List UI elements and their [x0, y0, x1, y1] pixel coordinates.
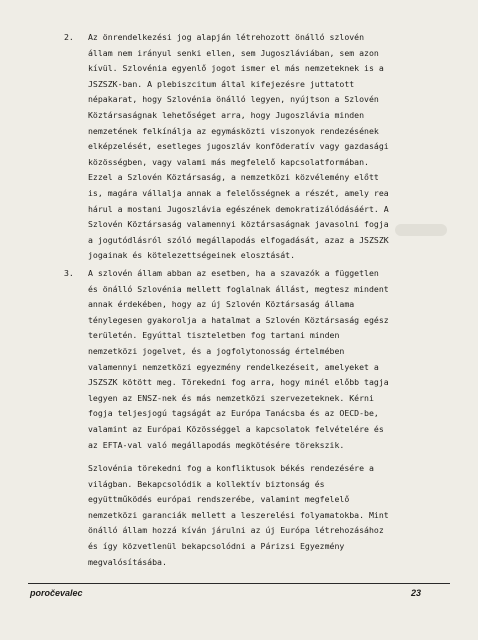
text-line: nemzetének felkínálja az egymásközti viszonyok rendezésének	[88, 125, 379, 136]
section-number: 3.	[64, 268, 74, 278]
text-line: valamennyi nemzetközi egyezmény rendelkezéseit, amelyeket a	[88, 361, 379, 372]
text-line: nemzetközi jogelvet, és a jogfolytonosság értelmében	[88, 346, 345, 356]
text-line: a jogutódlásról szóló megállapodás elfogadását, azaz a JSZSZK	[88, 234, 389, 245]
text-line: területén. Egyúttal tiszteletben fog tartani minden	[88, 330, 340, 341]
text-line: az EFTA-val való megállapodás megkötésére törekszik.	[88, 439, 345, 450]
text-line: állam nem irányul senki ellen, sem Jugoszláviában, sem azon	[88, 47, 379, 58]
text-line: népakarat, hogy Szlovénia önálló legyen, nyújtson a Szlovén	[88, 94, 379, 105]
text-line: és így közvetlenül bekapcsolódni a Párizsi Egyezmény	[88, 541, 345, 551]
text-line: hárul a mostani Jugoszlávia egészének demokratizálódásáért. A	[88, 203, 389, 214]
text-line: elképzelését, esetleges jugoszláv konföderatív vagy gazdasági	[88, 141, 389, 152]
page-number: 23	[411, 588, 422, 598]
text-line: Az önrendelkezési jog alapján létrehozott önálló szlovén	[88, 32, 365, 42]
text-line: nemzetközi garanciák mellett a leszerelési folyamatokba. Mint	[88, 509, 389, 520]
section-number: 2.	[64, 32, 74, 42]
text-line: Szlovénia törekedni fog a konfliktusok békés rendezésére a	[88, 463, 374, 473]
text-line: valamint az Európai Közösséggel a kapcsolatok felvételére és	[88, 424, 384, 434]
text-line: is, magára vállalja annak a felelősségnek a részét, amely rea	[88, 188, 389, 198]
text-line: ténylegesen gyakorolja a hatalmat a Szlovén Köztársaság egész	[88, 314, 389, 325]
text-line: együttműködés európai rendszerébe, valamint megfelelő	[88, 494, 350, 505]
text-line: legyen az ENSZ-nek és más nemzetközi szervezeteknek. Kérni	[88, 392, 374, 403]
text-line: A szlovén állam abban az esetben, ha a szavazók a független	[88, 268, 379, 278]
text-line: kívül. Szlovénia egyenlő jogot ismer el más nemzeteknek is a	[88, 63, 384, 74]
publication-name: poročevalec	[30, 588, 83, 598]
text-line: Szlovén Köztársaság valamennyi köztársaságnak javasolni fogja	[88, 219, 389, 230]
text-line: közösségben, vagy valami más megfelelő kapcsolatformában.	[88, 156, 369, 167]
text-line: annak érdekében, hogy az új Szlovén Köztársaság állama	[88, 299, 355, 310]
text-line: Ezzel a Szlovén Köztársaság, a nemzetközi közvélemény előtt	[88, 172, 379, 183]
text-line: jogainak és kötelezettségeinek elosztását.	[88, 250, 296, 261]
text-line: önálló állam hozzá kíván járulni az új Európa létrehozásához	[88, 525, 384, 536]
text-line: fogja teljesjogú tagságát az Európa Tanácsba és az OECD-be,	[88, 408, 379, 419]
text-line: és önálló Szlovénia mellett foglalnak állást, megtesz mindent	[88, 283, 389, 294]
text-line: JSZSZK-ban. A plebiszcitum által kifejezésre juttatott	[88, 78, 355, 89]
text-line: JSZSZK kötött meg. Törekedni fog arra, hogy minél előbb tagja	[88, 377, 389, 388]
text-line: világban. Bekapcsolódik a kollektív biztonság és	[88, 478, 325, 489]
footer-rule	[28, 583, 450, 584]
text-line: megvalósításába.	[88, 556, 167, 567]
text-line: Köztársaságnak lehetőséget arra, hogy Jugoszlávia minden	[88, 110, 365, 120]
